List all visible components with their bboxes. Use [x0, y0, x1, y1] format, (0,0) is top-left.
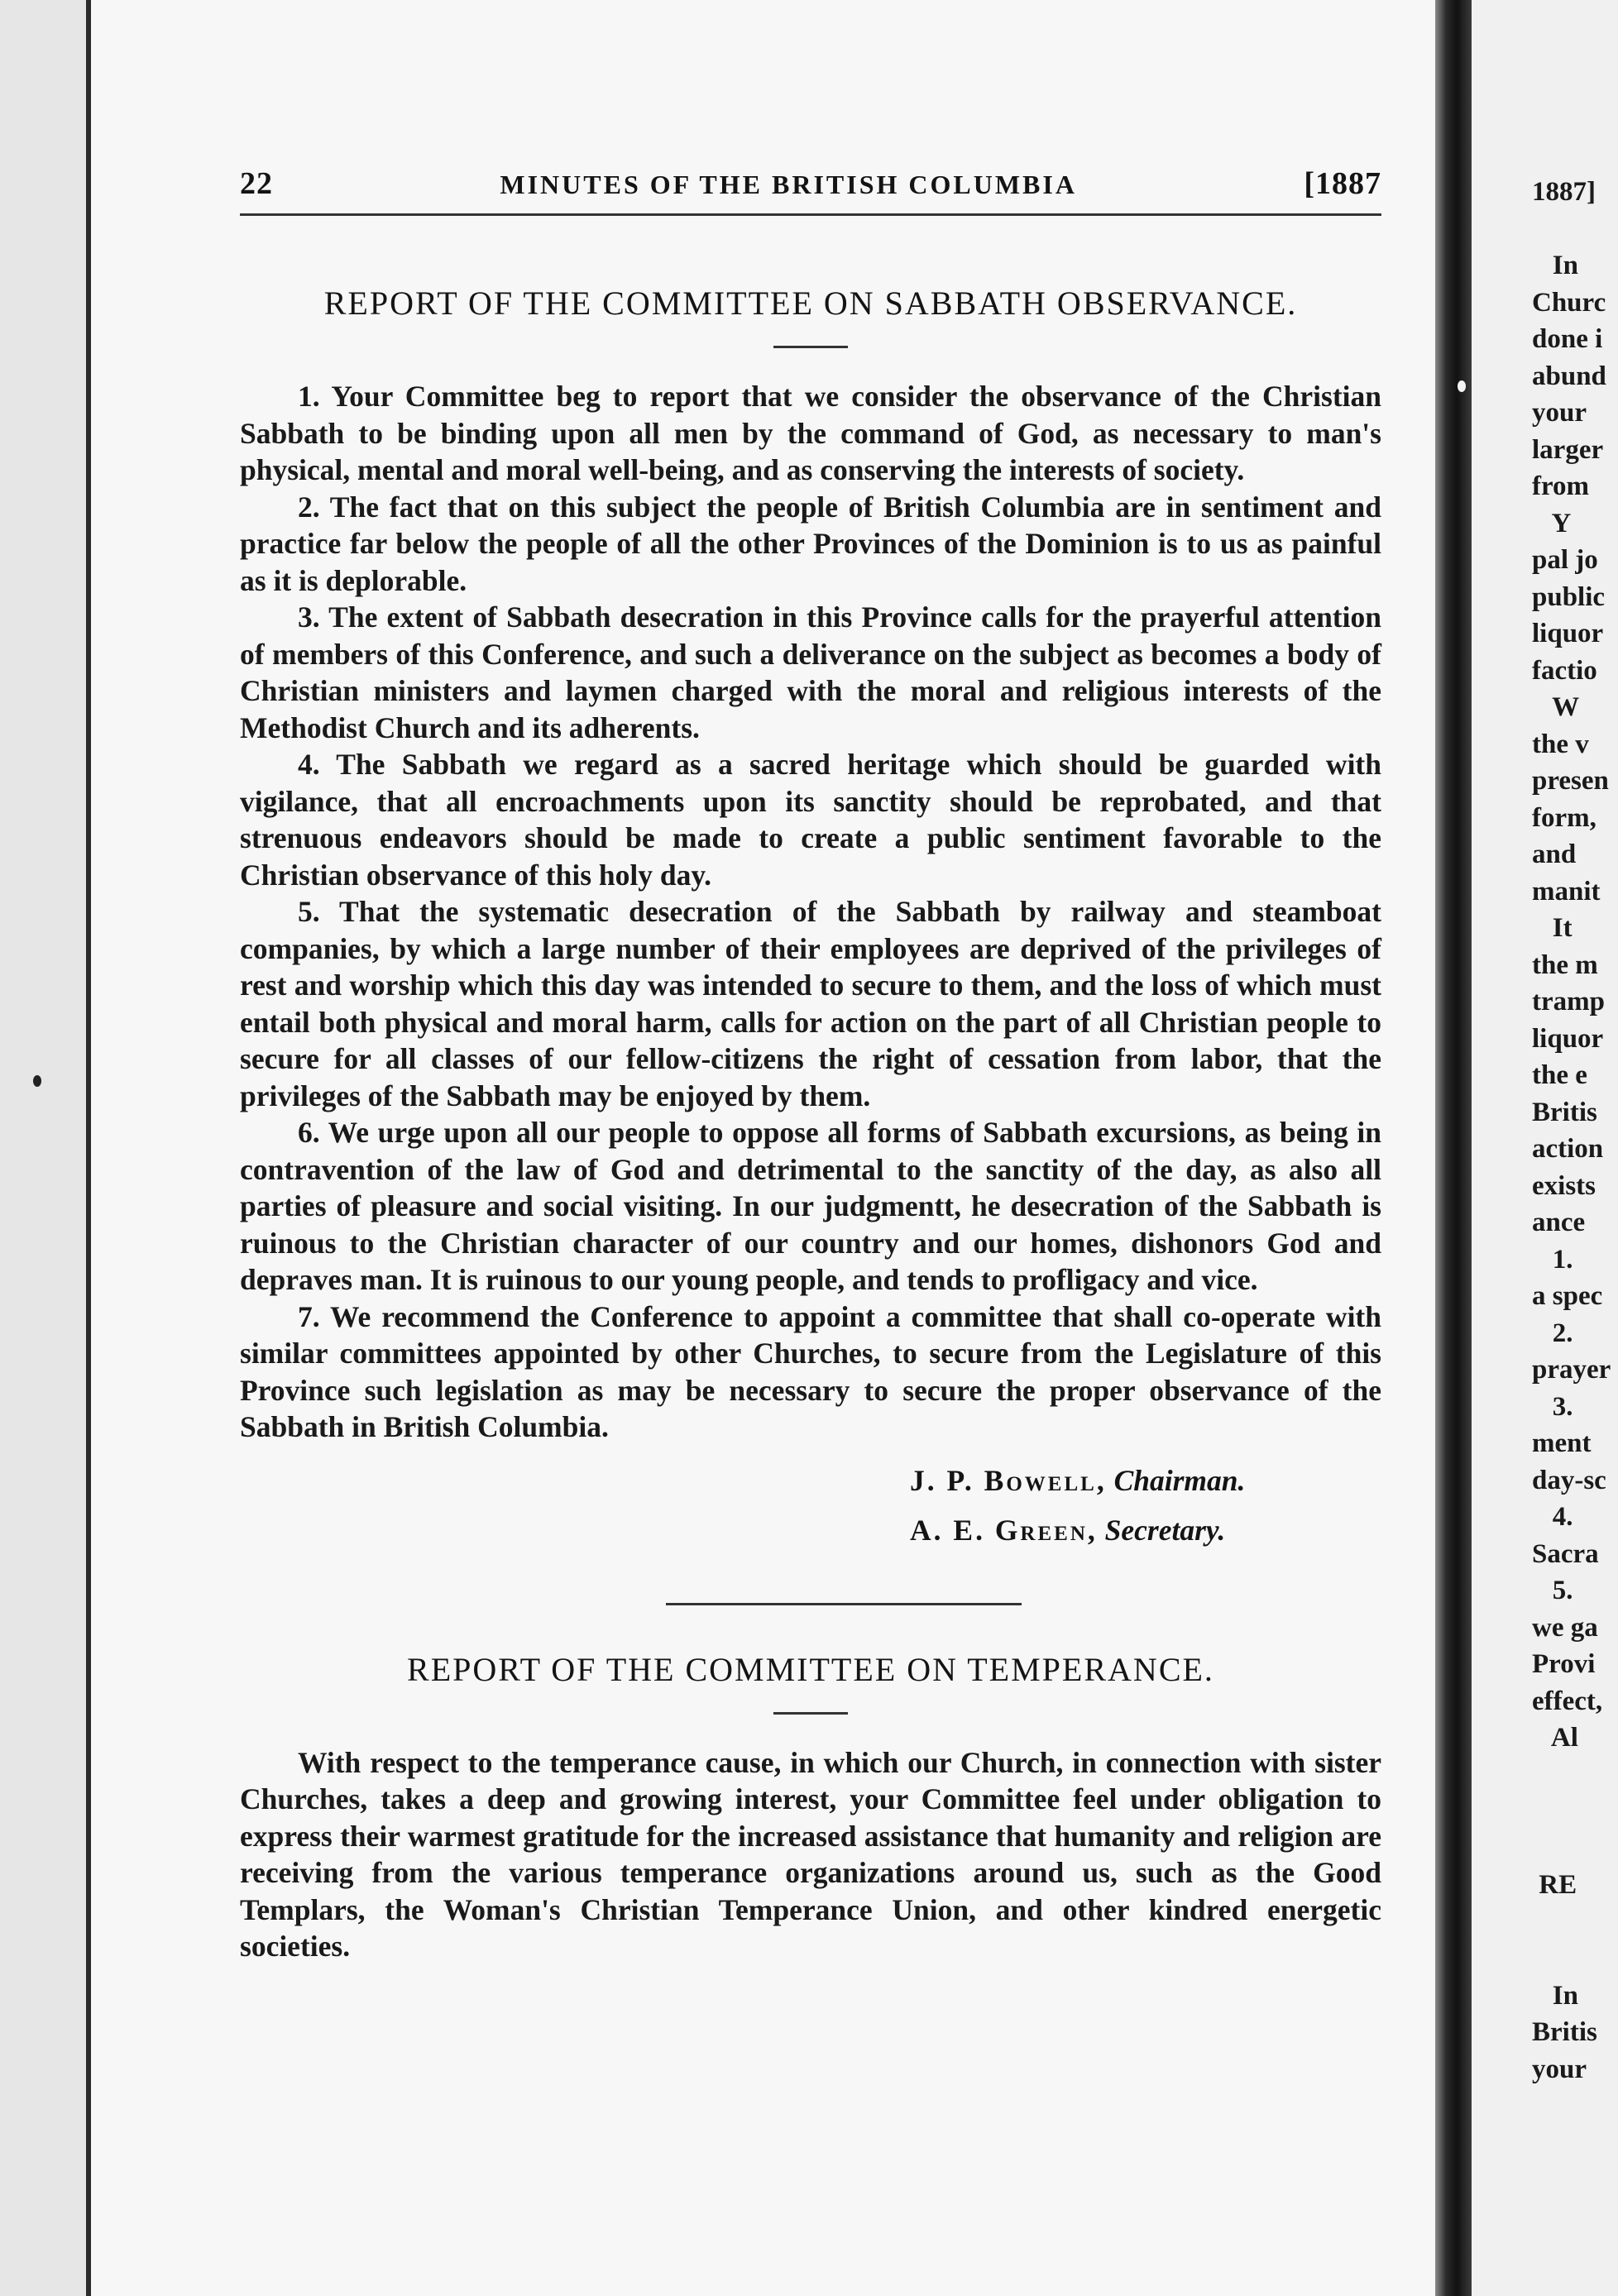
facing-page-text: 1887] In Churc done i abund your larger from Y pal jo public liquor factio W the v presen form, and manit It the m tramp liquor the e Britis action exists ance 1. a spec 2. prayer 3. ment day-sc 4. Sacra 5. we ga Provi effect, Al RE In Britis your	[1532, 177, 1611, 2084]
page-content	[240, 165, 1381, 1965]
paragraph: 7. We recommend the Conference to appoint a committee that shall co-operate with similar committees appointed by other Churches, to secure from the Legislature of this Province such legislation as may be necessary to secure the proper observance of the Sabbath in British Columbia.	[240, 1299, 1381, 1443]
scan-speck	[33, 1075, 41, 1087]
paragraph: 6. We urge upon all our people to oppose all forms of Sabbath excursions, as being in contravention of the law of God and detrimental to the sanctity of the day, as also all parties of pleasure and social visiting. In our judgmentt, he desecration of the Sabbath is ruinous to the Christian character of our country and our homes, dishonors God and depraves man. It is ruinous to our young people, and tends to profligacy and vice.	[240, 1116, 1381, 1296]
signature-line	[910, 1505, 1381, 1555]
paragraph: 3. The extent of Sabbath desecration in this Province calls for the prayerful attention of members of this Conference, and such a deliverance on the subject as becomes a body of Christian ministers and laymen charged with the moral and religious interests of the Methodist Church and its adherents.	[240, 600, 1381, 744]
paragraph: 1. Your Committee beg to report that we consider the observance of the Christian Sabbath to be binding upon all men by the command of God, as necessary to man's physical, mental and moral well-being, and as conserving the interests of society.	[240, 380, 1381, 486]
page-number: 22	[240, 166, 273, 201]
title-rule	[773, 1712, 848, 1715]
section-divider	[666, 1603, 1022, 1605]
signature-line	[910, 1456, 1381, 1505]
signatory-role: Chairman.	[1113, 1463, 1246, 1497]
scan-left-margin	[0, 0, 89, 2296]
signatory-name: J. P. Bowell,	[910, 1463, 1107, 1497]
signatory-name: A. E. Green,	[910, 1513, 1098, 1547]
paragraph: 2. The fact that on this subject the people of British Columbia are in sentiment and practice far below the people of all the other Provinces of the Dominion is to us as painful as it is deplorable.	[240, 490, 1381, 597]
paragraph: 4. The Sabbath we regard as a sacred heritage which should be guarded with vigilance, that all encroachments upon its sanctity should be reprobated, and that strenuous endeavors should be made to create a public sentiment favorable to the Christian observance of this holy day.	[240, 748, 1381, 892]
book-spine-shadow	[1435, 0, 1472, 2296]
paragraph: 5. That the systematic desecration of the Sabbath by railway and steamboat companies, by which a large number of their employees are deprived of the privileges of rest and worship which this day was intended to secure to them, and the loss of which must entail both physical and moral harm, calls for action on the part of all Christian people to secure for all classes of our fellow-citizens the right of cessation from labor, that the privileges of the Sabbath may be enjoyed by them.	[240, 895, 1381, 1112]
scan-speck	[1458, 380, 1466, 392]
paragraph: With respect to the temperance cause, in which our Church, in connection with sister Churches, takes a deep and growing interest, your Committee feel under obligation to express their warmest gratitude for the increased assistance that humanity and religion are receiving from the various temperance organizations around us, such as the Good Templars, the Woman's Christian Temperance Union, and other kindred energetic societies.	[240, 1745, 1381, 1963]
section-title-temperance: REPORT OF THE COMMITTEE ON TEMPERANCE.	[407, 1650, 1214, 1688]
running-head	[240, 165, 1381, 202]
running-title: MINUTES OF THE BRITISH COLUMBIA	[500, 170, 1077, 199]
signatory-role: Secretary.	[1104, 1513, 1226, 1547]
title-rule	[773, 346, 848, 348]
signature-block	[910, 1456, 1381, 1555]
page-year: [1887	[1304, 166, 1381, 201]
section-title-sabbath: REPORT OF THE COMMITTEE ON SABBATH OBSERVANCE.	[323, 285, 1298, 322]
header-rule	[240, 213, 1381, 216]
